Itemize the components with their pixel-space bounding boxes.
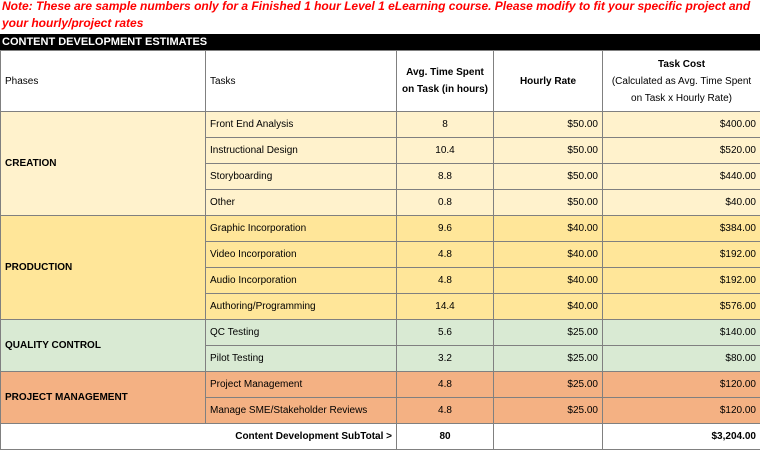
rate-cell: $25.00 — [494, 346, 603, 372]
task-cell: Other — [206, 190, 397, 216]
time-cell: 10.4 — [397, 138, 494, 164]
header-cost — [603, 51, 760, 112]
rate-cell: $25.00 — [494, 320, 603, 346]
phase-label: PRODUCTION — [1, 216, 206, 320]
task-cell: Instructional Design — [206, 138, 397, 164]
time-cell: 8 — [397, 112, 494, 138]
subtotal-time: 80 — [397, 424, 494, 450]
cost-cell: $140.00 — [603, 320, 760, 346]
time-cell: 4.8 — [397, 242, 494, 268]
task-cell: Project Management — [206, 372, 397, 398]
time-cell: 9.6 — [397, 216, 494, 242]
rate-cell: $40.00 — [494, 216, 603, 242]
rate-cell: $40.00 — [494, 268, 603, 294]
phase-label: QUALITY CONTROL — [1, 320, 206, 372]
cost-cell: $192.00 — [603, 268, 760, 294]
rate-cell: $50.00 — [494, 190, 603, 216]
subtotal-cost: $3,204.00 — [603, 424, 760, 450]
subtotal-row — [1, 424, 760, 450]
time-cell: 8.8 — [397, 164, 494, 190]
task-cell: Front End Analysis — [206, 112, 397, 138]
time-cell: 14.4 — [397, 294, 494, 320]
header-rate: Hourly Rate — [494, 51, 603, 112]
header-cost-sub: (Calculated as Avg. Time Spent on Task x Hourly Rate) — [611, 75, 752, 104]
cost-cell: $576.00 — [603, 294, 760, 320]
cost-cell: $400.00 — [603, 112, 760, 138]
table-row — [1, 216, 760, 242]
cost-cell: $80.00 — [603, 346, 760, 372]
header-cost-title: Task Cost — [657, 58, 706, 70]
task-cell: Manage SME/Stakeholder Reviews — [206, 398, 397, 424]
task-cell: QC Testing — [206, 320, 397, 346]
rate-cell: $50.00 — [494, 138, 603, 164]
task-cell: Authoring/Programming — [206, 294, 397, 320]
table-row — [1, 372, 760, 398]
estimates-table — [0, 50, 760, 450]
rate-cell: $50.00 — [494, 164, 603, 190]
rate-cell: $40.00 — [494, 294, 603, 320]
cost-cell: $120.00 — [603, 398, 760, 424]
cost-cell: $120.00 — [603, 372, 760, 398]
time-cell: 0.8 — [397, 190, 494, 216]
header-phases: Phases — [1, 51, 206, 112]
time-cell: 4.8 — [397, 268, 494, 294]
cost-cell: $40.00 — [603, 190, 760, 216]
phase-label: PROJECT MANAGEMENT — [1, 372, 206, 424]
table-row — [1, 112, 760, 138]
cost-cell: $440.00 — [603, 164, 760, 190]
task-cell: Storyboarding — [206, 164, 397, 190]
section-title-bar: CONTENT DEVELOPMENT ESTIMATES — [0, 34, 760, 50]
table-body — [1, 112, 760, 450]
cost-cell: $384.00 — [603, 216, 760, 242]
header-time-label: Avg. Time Spent on Task (in hours) — [402, 67, 488, 95]
time-cell: 4.8 — [397, 398, 494, 424]
header-time — [397, 51, 494, 112]
task-cell: Audio Incorporation — [206, 268, 397, 294]
header-tasks: Tasks — [206, 51, 397, 112]
cost-cell: $520.00 — [603, 138, 760, 164]
task-cell: Graphic Incorporation — [206, 216, 397, 242]
time-cell: 5.6 — [397, 320, 494, 346]
time-cell: 3.2 — [397, 346, 494, 372]
time-cell: 4.8 — [397, 372, 494, 398]
table-row — [1, 320, 760, 346]
phase-label: CREATION — [1, 112, 206, 216]
task-cell: Video Incorporation — [206, 242, 397, 268]
rate-cell: $25.00 — [494, 372, 603, 398]
rate-cell: $50.00 — [494, 112, 603, 138]
subtotal-rate — [494, 424, 603, 450]
cost-cell: $192.00 — [603, 242, 760, 268]
subtotal-label: Content Development SubTotal > — [1, 424, 397, 450]
rate-cell: $25.00 — [494, 398, 603, 424]
rate-cell: $40.00 — [494, 242, 603, 268]
task-cell: Pilot Testing — [206, 346, 397, 372]
header-row — [1, 51, 760, 112]
sample-numbers-note: Note: These are sample numbers only for a Finished 1 hour Level 1 eLearning course. Please modify to fit your specific project and your hourly/project rates — [2, 0, 751, 30]
